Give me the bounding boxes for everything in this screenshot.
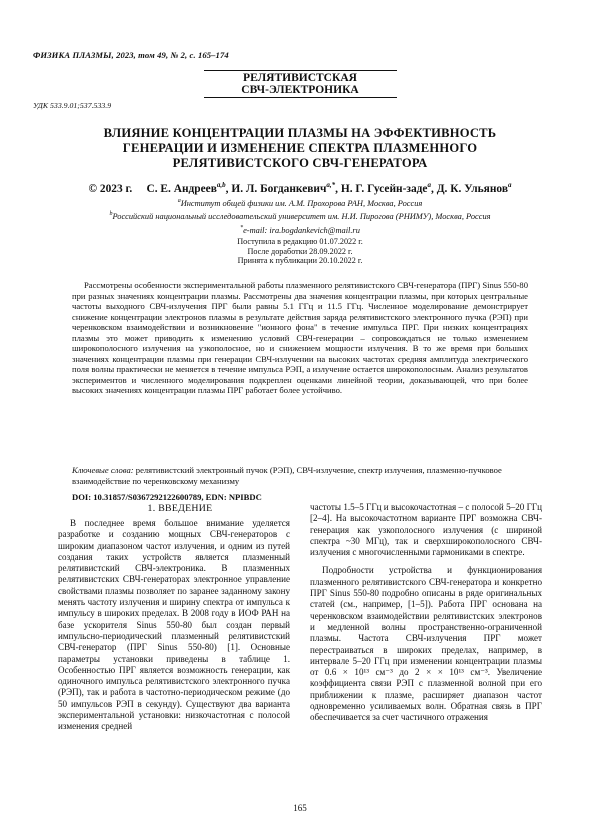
copyright: © 2023 г.	[88, 182, 133, 195]
affil-mark: b	[109, 211, 113, 218]
author-name: Н. Г. Гусейн-заде	[340, 182, 428, 195]
keywords	[72, 465, 528, 486]
section-title: 1. ВВЕДЕНИЕ	[147, 503, 213, 514]
paragraph: Подробности устройства и функционирования плазменного релятивистского СВЧ-генератора и конкретно ПРГ Sinus 550-80 подробно описаны в ряде оригинальных статей (см., например, [1–5]). Работа ПРГ основана на черенковском взаимодействии релятивистских электронов и медленной волны пространственно-ограниченной плазмы. Частота СВЧ-излучения ПРГ может перестраиваться в широких пределах, например, в интервале 5–20 ГГц при изменении концентрации плазмы от 0.6 × 10¹³ см⁻³ до 2 × × 10¹³ см⁻³. Увеличение коэффициента связи РЭП с плазменной волной при его приближении к плазме, расширяет диапазон частот одновременно усиливаемых волн. Обратная связь в ПРГ обеспечивается за счет частичного отражения	[310, 565, 542, 723]
accepted-date: Принята к публикации 20.10.2022 г.	[237, 256, 363, 266]
author-affil-mark: a	[507, 181, 512, 189]
section-rule-bottom	[204, 97, 397, 98]
received-date: Поступила в редакцию 01.07.2022 г.	[237, 237, 363, 246]
email	[30, 223, 570, 236]
keywords-label: Ключевые слова:	[72, 465, 134, 475]
title-line: РЕЛЯТИВИСТСКОГО СВЧ-ГЕНЕРАТОРА	[172, 156, 428, 170]
section-heading-line1: РЕЛЯТИВИСТСКАЯ	[243, 72, 357, 84]
author-name: И. Л. Богданкевич	[231, 182, 327, 195]
title-line: ВЛИЯНИЕ КОНЦЕНТРАЦИИ ПЛАЗМЫ НА ЭФФЕКТИВНОСТЬ	[103, 126, 497, 140]
author-affil-mark: a,b	[216, 181, 226, 189]
affil-text: Институт общей физики им. А.М. Прохорова РАН, Москва, Россия	[180, 198, 423, 208]
abstract: Рассмотрены особенности экспериментальной работы плазменного релятивистского СВЧ-генератора (ПРГ) Sinus 550-80 при разных значениях концентрации плазмы. Рассмотрены два значения концентрации плазмы, при которых центральные частоты выходного СВЧ-излучения ПРГ были равны 5.1 ГГц и 11.5 ГГц. Численное моделирование демонстрирует снижение концентрации электронов плазмы в результате действия заряда релятивистского электронного пучка (РЭП) при черенковском взаимодействии и возникновение "ионного фона" в течение импульса ПРГ. При низких концентрациях плазмы это может приводить к изменению условий СВЧ-генерации – сопровождаться не только изменением широкополосного излучения на узкополосное, но и снижением мощности излучения. В то же время при больших значениях концентрации плазмы при генерации СВЧ-излучении на высоких частотах средняя амплитуда электрического поля волны практически не меняется в течение импульса РЭП, а излучение остается широкополосным. Анализ результатов экспериментов и численного моделирования подкреплен оценками линейной теории, доказывающей, что при более высоких значениях концентрации плазмы ПРГ работает более устойчиво.	[72, 280, 528, 395]
authors-line: © 2023 г. С. Е. Андреев$^{a,b}$, И. Л. Богданкевич$^{a,*}$, Н. Г. Гусейн-заде$^a$, Д. К. Ульянов$^a$	[88, 181, 512, 195]
affiliation-b	[30, 209, 570, 222]
author-name: С. Е. Андреев	[146, 182, 217, 195]
udk-code: УДК 533.9.01;537.533.9	[33, 101, 112, 110]
section-rule-top	[204, 70, 397, 71]
author-affil-mark: a	[427, 181, 431, 189]
page-number: 165	[293, 803, 307, 813]
right-column	[310, 502, 542, 724]
article-title	[30, 126, 570, 171]
journal-citation: ФИЗИКА ПЛАЗМЫ, 2023, том 49, № 2, с. 165–174	[33, 50, 229, 60]
title-line: ГЕНЕРАЦИИ И ИЗМЕНЕНИЕ СПЕКТРА ПЛАЗМЕННОГО	[122, 141, 478, 155]
doi[interactable]: DOI: 10.31857/S0367292122600789, EDN: NPIBDC	[72, 492, 262, 502]
paragraph: частоты 1.5–5 ГГц и высокочастотная – с полосой 5–20 ГГц [2–4]. На высокочастотном варианте ПРГ возможна СВЧ-генерация как узкополосного излучения (с шириной спектра ~30 МГц), так и сверхширокополосного СВЧ-излучения с многочисленными гармониками в спектре.	[310, 502, 542, 558]
section-heading-line2: СВЧ-ЭЛЕКТРОНИКА	[241, 84, 359, 96]
affil-mark: a	[177, 198, 181, 204]
article-dates	[30, 237, 570, 266]
revised-date: После доработки 28.09.2022 г.	[247, 246, 353, 256]
email-text[interactable]: e-mail: ira.bogdankevich@mail.ru	[243, 225, 360, 235]
affiliations	[30, 196, 570, 236]
paragraph: В последнее время большое внимание уделяется разработке и созданию мощных СВЧ-генераторов с широким диапазоном частот излучения, и одним из путей создания таких устройств является плазменный релятивистский СВЧ-электроника. В плазменных релятивистских СВЧ-генераторах электронное управление свойствами плазмы позволяет по заранее заданному закону менять частоту излучения и ширину спектра от импульса к импульсу в широких пределах. В 2008 году в ИОФ РАН на базе ускорителя Sinus 550-80 был создан первый импульсно-периодический плазменный релятивистский СВЧ-генератор (ПРГ Sinus 550-80) [1]. Основные параметры установки приведены в таблице 1. Особенностью ПРГ является возможность генерации, как одиночного импульса релятивистского электронного пучка (РЭП), так и работа в частотно-периодическом режиме (до 50 импульсов РЭП в секунду). Существуют два варианта экспериментальной установки: низкочастотная с полосой изменения средней	[58, 518, 290, 732]
affil-mark: *	[240, 224, 244, 231]
left-column	[58, 518, 290, 733]
keywords-text: релятивистский электронный пучок (РЭП), СВЧ-излучение, спектр излучения, плазменно-пучковое взаимодействие по черенковскому механизму	[72, 465, 502, 486]
affil-text: Российский национальный исследовательский университет им. Н.И. Пирогова (РНИМУ), Москва, Россия	[112, 212, 491, 222]
author-name: Д. К. Ульянов	[436, 182, 508, 195]
affiliation-a	[30, 196, 570, 209]
author-affil-mark: a,*	[326, 181, 336, 189]
